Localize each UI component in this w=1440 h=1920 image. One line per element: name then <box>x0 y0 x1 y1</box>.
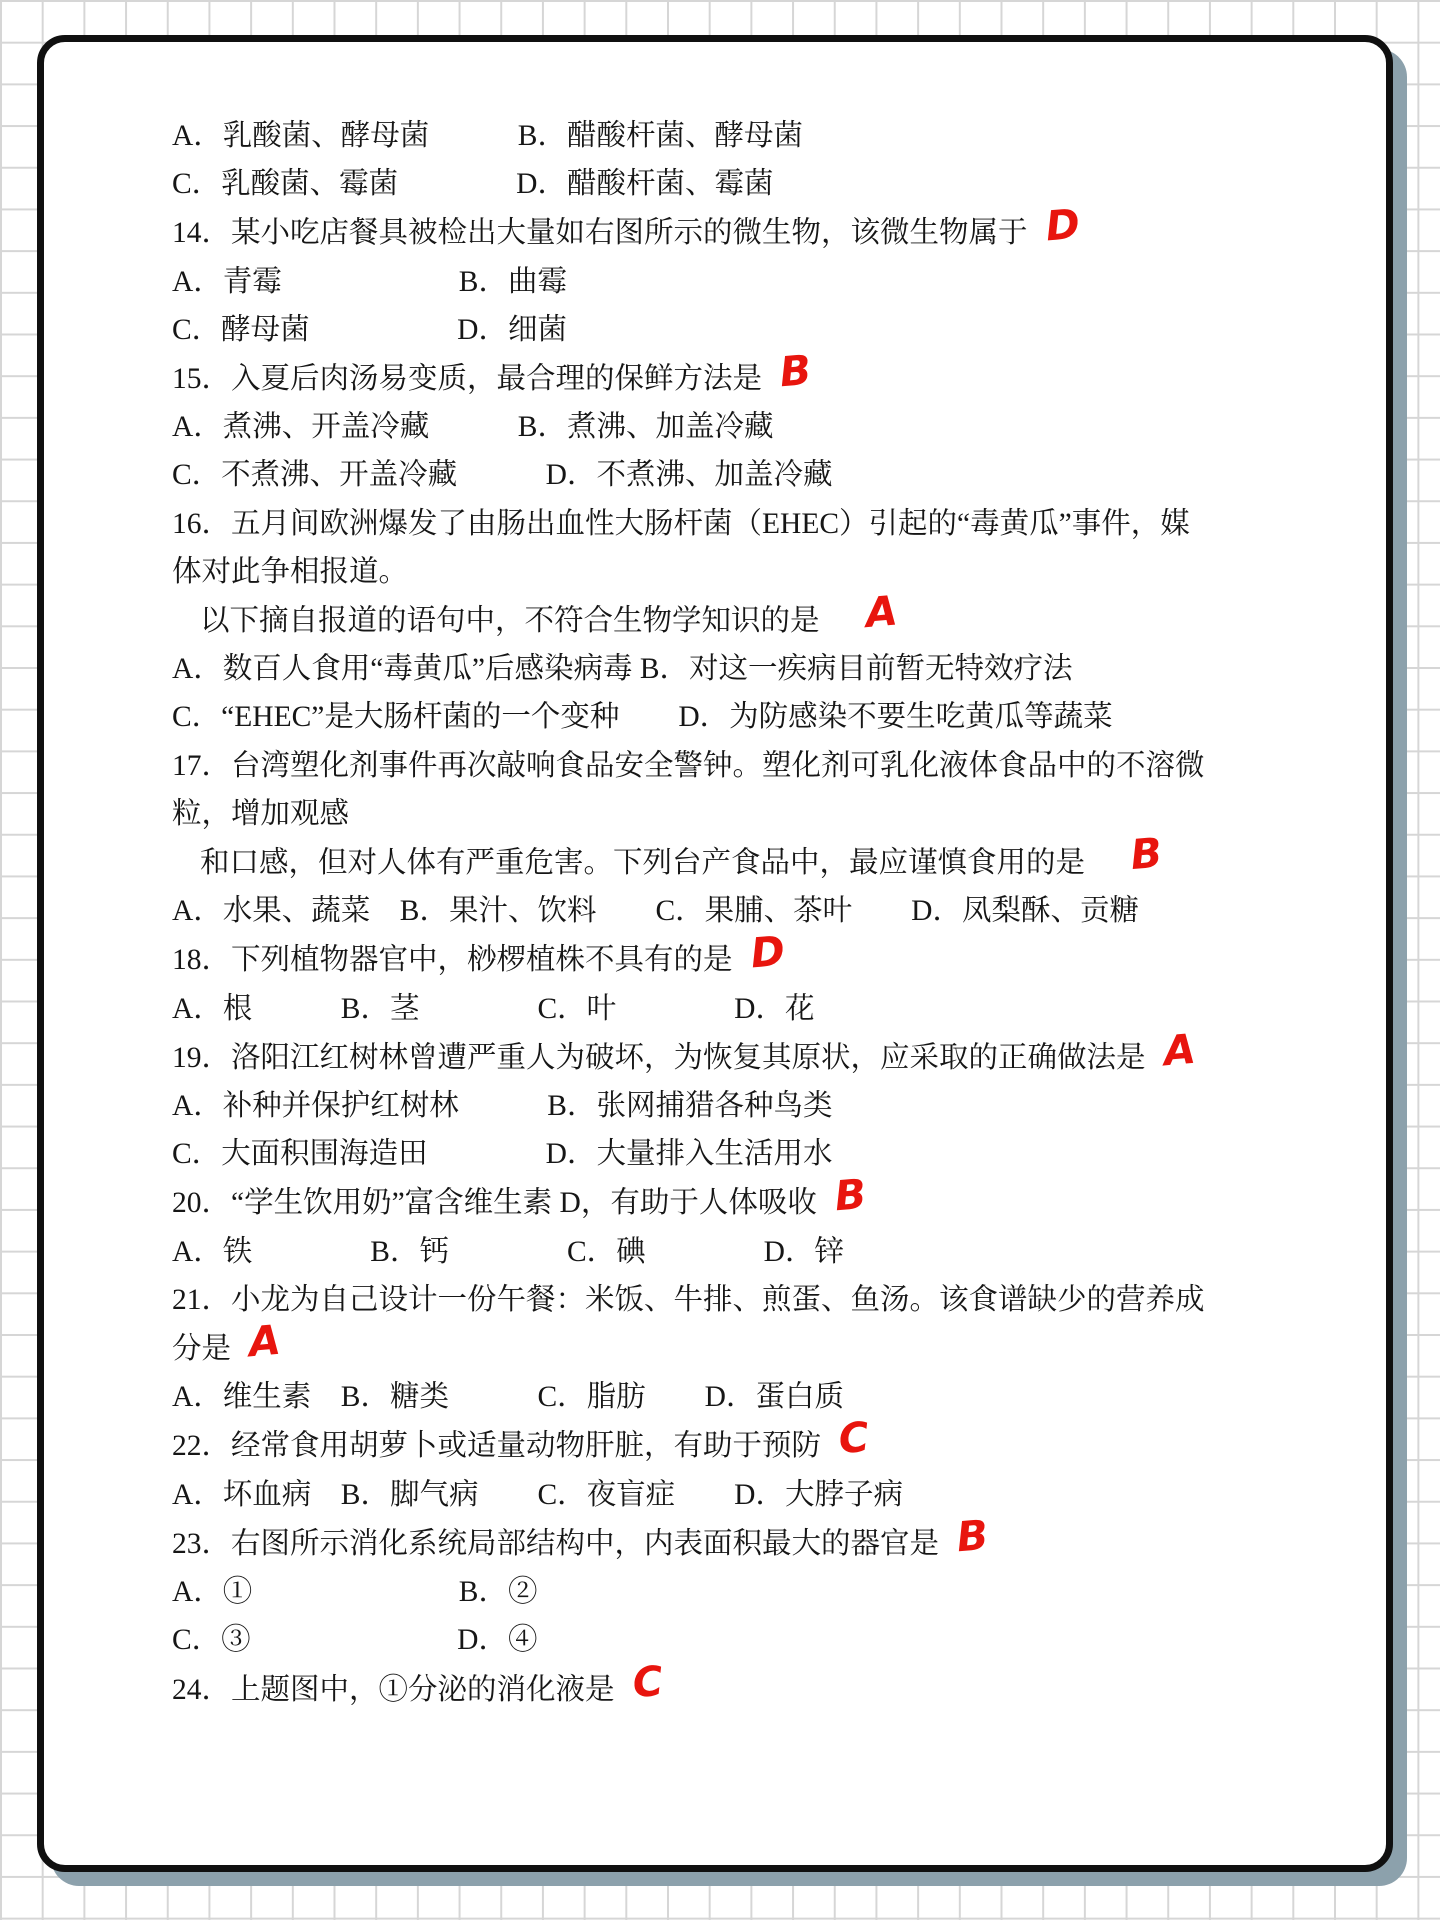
handwritten-answer: B <box>1128 828 1164 880</box>
line-text: 和口感，但对人体有严重危害。下列台产食品中，最应谨慎食用的是 <box>200 847 1086 880</box>
question-line <box>172 1315 1387 1373</box>
line-text: 19．洛阳江红树林曾遭严重人为破坏，为恢复其原状，应采取的正确做法是 <box>172 1041 1146 1074</box>
handwritten-answer: C <box>630 1656 665 1707</box>
option-row <box>172 693 1387 741</box>
question-line <box>172 500 1387 548</box>
line-text: 粒，增加观感 <box>172 797 350 830</box>
question-line <box>172 790 1387 838</box>
handwritten-answer: C <box>836 1413 871 1464</box>
line-text: A．坏血病 B．脚气病 C．夜盲症 D．大脖子病 <box>172 1478 903 1511</box>
line-text: 21．小龙为自己设计一份午餐：米饭、牛排、煎蛋、鱼汤。该食谱缺少的营养成 <box>172 1283 1205 1316</box>
line-text: 14．某小吃店餐具被检出大量如右图所示的微生物，该微生物属于 <box>172 217 1028 250</box>
line-text: A．补种并保护红树林 B．张网捕猎各种鸟类 <box>172 1090 833 1123</box>
line-text: C．大面积围海造田 D．大量排入生活用水 <box>172 1138 833 1171</box>
line-text: 分是 <box>172 1333 232 1366</box>
line-text: 17．台湾塑化剂事件再次敲响食品安全警钟。塑化剂可乳化液体食品中的不溶微 <box>172 749 1205 782</box>
question-line <box>172 1413 1387 1470</box>
question-line <box>172 1510 1387 1568</box>
line-text: A．青霉 B．曲霉 <box>172 265 567 298</box>
line-text: 体对此争相报道。 <box>172 555 409 588</box>
question-line <box>172 1276 1387 1324</box>
question-line <box>172 200 1387 257</box>
line-text: A．① B．② <box>172 1576 538 1609</box>
line-text: A．水果、蔬菜 B．果汁、饮料 C．果脯、茶叶 D．凤梨酥、贡糖 <box>172 895 1139 928</box>
handwritten-answer: A <box>246 1315 283 1367</box>
option-row <box>172 1130 1387 1178</box>
question-line <box>172 1024 1387 1082</box>
option-row <box>172 645 1387 693</box>
handwritten-answer: B <box>832 1170 868 1221</box>
question-line <box>172 828 1387 887</box>
line-text: 以下摘自报道的语句中，不符合生物学知识的是 <box>200 605 820 638</box>
option-row <box>172 1082 1387 1130</box>
line-text: C．不煮沸、开盖冷藏 D．不煮沸、加盖冷藏 <box>172 459 833 492</box>
line-text: C．乳酸菌、霉菌 D．醋酸杆菌、霉菌 <box>172 168 774 201</box>
line-text: 16．五月间欧洲爆发了由肠出血性大肠杆菌（EHEC）引起的“毒黄瓜”事件，媒 <box>172 507 1190 540</box>
option-row <box>172 1228 1387 1276</box>
option-row <box>172 1616 1387 1664</box>
line-text: A．煮沸、开盖冷藏 B．煮沸、加盖冷藏 <box>172 411 774 444</box>
option-row <box>172 985 1387 1033</box>
line-text: 23．右图所示消化系统局部结构中，内表面积最大的器官是 <box>172 1527 940 1560</box>
handwritten-answer: B <box>777 345 814 397</box>
option-row <box>172 1568 1387 1616</box>
question-line <box>172 548 1387 596</box>
option-row <box>172 306 1387 354</box>
question-line <box>172 1656 1387 1714</box>
option-row <box>172 1373 1387 1421</box>
option-row <box>172 451 1387 499</box>
handwritten-answer: B <box>954 1510 991 1562</box>
line-text: C．酵母菌 D．细菌 <box>172 313 567 346</box>
line-text: 18．下列植物器官中，桫椤植株不具有的是 <box>172 944 733 977</box>
line-text: C．“EHEC”是大肠杆菌的一个变种 D．为防感染不要生吃黄瓜等蔬菜 <box>172 701 1113 734</box>
line-text: A．乳酸菌、酵母菌 B．醋酸杆菌、酵母菌 <box>172 120 803 152</box>
option-row <box>172 112 1387 160</box>
question-line <box>172 586 1387 645</box>
option-row <box>172 160 1387 208</box>
handwritten-answer: A <box>863 586 899 638</box>
exam-paper-card <box>37 35 1393 1872</box>
line-text: 20．“学生饮用奶”富含维生素 D，有助于人体吸收 <box>172 1187 817 1220</box>
handwritten-answer: D <box>748 927 787 978</box>
handwritten-answer: A <box>1161 1024 1197 1076</box>
line-text: 22．经常食用胡萝卜或适量动物肝脏，有助于预防 <box>172 1430 822 1463</box>
option-row <box>172 403 1387 451</box>
line-text: 15．入夏后肉汤易变质，最合理的保鲜方法是 <box>172 363 763 396</box>
line-text: C．③ D．④ <box>172 1624 538 1657</box>
line-text: A．数百人食用“毒黄瓜”后感染病毒 B．对这一疾病目前暂无特效疗法 <box>172 653 1073 686</box>
handwritten-answer: D <box>1043 200 1082 251</box>
line-text: A．铁 B．钙 C．碘 D．锌 <box>172 1235 844 1268</box>
question-line <box>172 742 1387 790</box>
option-row <box>172 258 1387 306</box>
question-line <box>172 927 1387 984</box>
line-text: 24．上题图中，①分泌的消化液是 <box>172 1673 615 1706</box>
line-text: A．维生素 B．糖类 C．脂肪 D．蛋白质 <box>172 1381 844 1414</box>
option-row <box>172 1471 1387 1519</box>
question-line <box>172 345 1387 403</box>
question-line <box>172 1170 1387 1227</box>
line-text: A．根 B．茎 C．叶 D．花 <box>172 992 815 1025</box>
exam-text-block <box>172 112 1387 1714</box>
